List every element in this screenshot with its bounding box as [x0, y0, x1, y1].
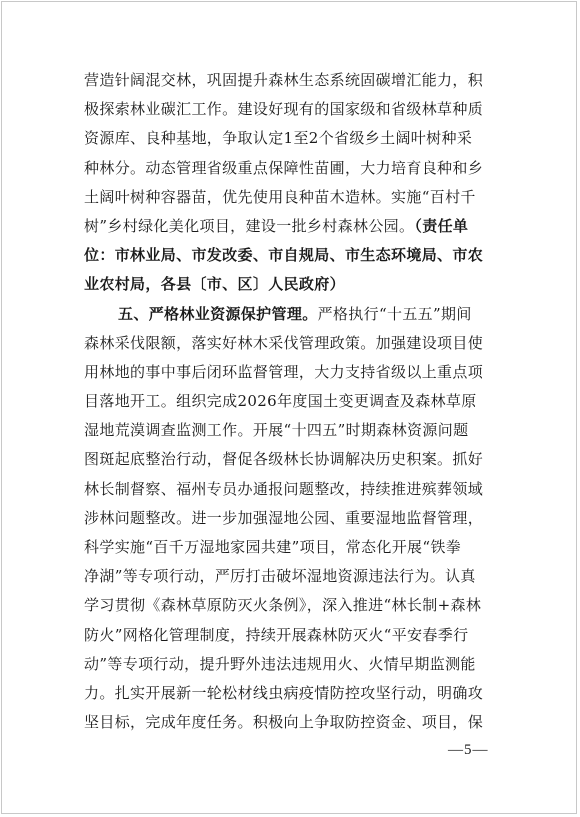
- text-line: [84, 241, 496, 270]
- text-line: [84, 212, 496, 241]
- body-text: 防火”网格化管理制度，持续开展森林防灭火“平安春季行: [84, 625, 469, 644]
- body-text: 科学实施“百千万湿地家园共建”项目，常态化开展“铁拳: [84, 538, 462, 556]
- text-line: [84, 95, 496, 124]
- body-text: 树”乡村绿化美化项目，建设一批乡村森林公园。: [84, 216, 415, 235]
- text-line: [84, 387, 496, 416]
- text-line: [84, 270, 496, 299]
- body-text: 图斑起底整治行动，督促各级林长协调解决历史积案。抓好: [84, 450, 484, 469]
- body-text: 极探索林业碳汇工作。建设好现有的国家级和省级林草种质: [84, 100, 484, 119]
- body-text: 净湖”等专项行动，严厉打击破坏湿地资源违法行为。认真: [84, 567, 476, 586]
- body-text: 坚目标，完成年度任务。积极向上争取防控资金、项目，保: [84, 713, 484, 732]
- body-text: 涉林问题整改。进一步加强湿地公园、重要湿地监督管理，: [84, 508, 484, 527]
- text-line: [84, 154, 496, 183]
- text-line: [84, 124, 496, 153]
- text-line: [84, 533, 496, 562]
- page-number: —5—: [448, 742, 489, 758]
- body-text: 严格执行“十五五”期间: [317, 304, 472, 323]
- body-text: 种林分。动态管理省级重点保障性苗圃，大力培育良种和乡: [84, 158, 484, 177]
- text-line: [84, 358, 496, 387]
- text-line: [84, 475, 496, 504]
- text-line: [84, 416, 496, 445]
- text-line: [84, 562, 496, 591]
- text-line: [84, 504, 496, 533]
- text-line: [84, 66, 496, 95]
- text-line: [84, 329, 496, 358]
- text-line: [84, 650, 496, 679]
- body-text: 湿地荒漠调查监测工作。开展“十四五”时期森林资源问题: [84, 421, 469, 440]
- text-line: [84, 621, 496, 650]
- body-text: 资源库、良种基地，争取认定1至2个省级乡土阔叶树种采: [84, 129, 473, 148]
- body-text: 土阔叶树种容器苗，优先使用良种苗木造林。实施“百村千: [84, 187, 476, 206]
- body-text: 营造针阔混交林，巩固提升森林生态系统固碳增汇能力，积: [84, 71, 484, 89]
- bold-text: （责任单: [414, 216, 469, 235]
- body-text: 学习贯彻《森林草原防灭火条例》，深入推进“林长制+森林: [84, 596, 482, 615]
- body-text: 动”等专项行动，提升野外违法违规用火、火情早期监测能: [84, 654, 476, 673]
- text-line: [84, 708, 496, 737]
- body-text: 用林地的事中事后闭环监督管理，大力支持省级以上重点项: [84, 362, 484, 381]
- body-text: 力。扎实开展新一轮松材线虫病疫情防控攻坚行动，明确攻: [84, 683, 484, 702]
- text-line: [84, 183, 496, 212]
- text-line: [84, 679, 496, 708]
- body-text: 林长制督察、福州专员办通报问题整改，持续推进殡葬领域: [84, 479, 484, 498]
- text-line: [84, 591, 496, 620]
- body-text: 森林采伐限额，落实好林木采伐管理政策。加强建设项目使: [84, 333, 484, 352]
- text-line: [84, 445, 496, 474]
- text-line: [84, 300, 496, 329]
- bold-text: 位：市林业局、市发改委、市自规局、市生态环境局、市农: [84, 246, 484, 265]
- bold-text: 业农村局，各县〔市、区〕人民政府）: [84, 275, 345, 294]
- document-body: [84, 66, 496, 737]
- bold-text: 五、严格林业资源保护管理。: [118, 304, 318, 323]
- body-text: 目落地开工。组织完成2026年度国土变更调查及森林草原: [84, 392, 477, 411]
